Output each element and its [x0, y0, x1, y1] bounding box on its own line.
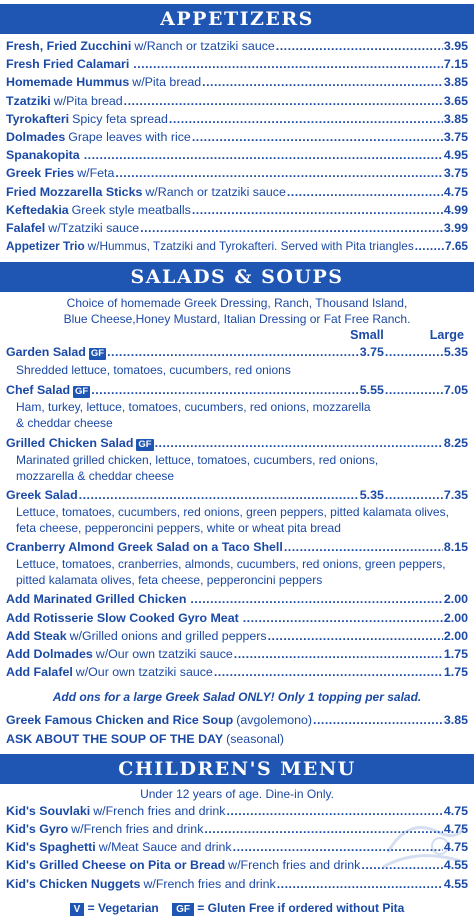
- leader-dots: [284, 538, 443, 556]
- item-name: Greek Famous Chicken and Rice Soup: [6, 713, 234, 728]
- item-price: 4.55: [443, 858, 468, 873]
- item-name: Tyrokafteri: [6, 111, 70, 126]
- leader-dots: [192, 128, 443, 146]
- size-headers: [6, 327, 468, 343]
- menu-page: [0, 4, 474, 915]
- addon-item: [6, 590, 468, 608]
- item-name: Add Dolmades: [6, 647, 93, 662]
- size-small-label: Small: [350, 328, 384, 343]
- leader-dots: [79, 486, 359, 504]
- item-desc: Marinated grilled chicken, lettuce, tomatoes, cucumbers, red onions,: [16, 453, 379, 468]
- item-price: 4.75: [443, 822, 468, 837]
- item-desc: Lettuce, tomatoes, cucumbers, red onions, green peppers, pitted kalamata olives,: [16, 505, 449, 520]
- item-desc: w/Pita bread: [132, 75, 202, 90]
- item-price: 3.95: [443, 39, 468, 53]
- gluten-free-badge: GF: [138, 438, 152, 450]
- item-price: 4.95: [443, 148, 468, 163]
- leader-dots: [190, 590, 442, 608]
- item-name: Kid's Grilled Cheese on Pita or Bread: [6, 858, 226, 873]
- item-desc: w/Ranch or tzatziki sauce: [134, 39, 275, 53]
- item-price: 3.75: [443, 130, 468, 145]
- addons-note: Add ons for a large Greek Salad ONLY! Only 1 topping per salad.: [52, 690, 422, 705]
- item-price: 3.75: [443, 166, 468, 181]
- item-desc: w/Meat Sauce and drink: [98, 840, 232, 855]
- item-desc: (avgolemono): [236, 713, 312, 728]
- item-name: Greek Salad: [6, 488, 78, 503]
- item-name: Add Marinated Grilled Chicken: [6, 592, 187, 607]
- childrens-header: CHILDREN'S MENU: [0, 754, 474, 784]
- item-name: Fresh, Fried Zucchini: [6, 39, 132, 53]
- leader-dots: [287, 183, 443, 201]
- item-name: Fried Mozzarella Sticks: [6, 184, 143, 199]
- item-desc: Greek style meatballs: [71, 202, 191, 217]
- item-name: Greek Fries: [6, 166, 75, 181]
- leader-dots: [107, 343, 359, 361]
- gluten-free-badge: GF: [90, 348, 105, 360]
- leader-dots: [385, 486, 443, 504]
- item-price: 3.85: [443, 713, 468, 728]
- leader-dots: [268, 627, 443, 645]
- gluten-free-legend-text: = Gluten Free if ordered without Pita: [197, 900, 405, 915]
- addon-item: [6, 609, 468, 627]
- menu-item: [6, 486, 468, 504]
- item-price: 7.15: [443, 57, 468, 72]
- menu-item: [6, 183, 468, 201]
- leader-dots: [277, 875, 443, 893]
- item-desc: Grape leaves with rice: [68, 130, 191, 145]
- leader-dots: [140, 219, 443, 237]
- item-price: 4.75: [443, 803, 468, 818]
- menu-item: [6, 146, 468, 164]
- leader-dots: [385, 343, 443, 361]
- item-price: 2.00: [443, 592, 468, 607]
- item-desc: & cheddar cheese: [16, 415, 113, 430]
- item-price: 3.99: [443, 221, 468, 236]
- appetizers-header: APPETIZERS: [0, 4, 474, 34]
- item-name: Tzatziki: [6, 93, 51, 108]
- item-desc: w/Pita bread: [53, 93, 123, 108]
- dressing-note: Choice of homemade Greek Dressing, Ranch, Thousand Island,: [66, 296, 408, 311]
- item-desc: w/Our own tzatziki sauce: [95, 647, 233, 662]
- item-name: Chef Salad: [6, 382, 71, 397]
- leader-dots: [202, 73, 443, 91]
- appetizers-list: [0, 34, 474, 255]
- menu-item: [6, 434, 468, 452]
- item-desc: w/Hummus, Tzatziki and Tyrokafteri. Served with Pita triangles: [87, 239, 414, 254]
- leader-dots: [115, 164, 442, 182]
- item-name: Kid's Gyro: [6, 822, 69, 837]
- salads-section: [0, 292, 474, 747]
- menu-item: [6, 128, 468, 146]
- menu-item: [6, 92, 468, 110]
- watermark-logo-icon: [378, 812, 470, 874]
- item-name: Add Steak: [6, 628, 67, 643]
- childrens-note: Under 12 years of age. Dine-in Only.: [140, 786, 334, 801]
- gluten-free-badge: GF: [75, 385, 89, 397]
- item-price-large: 7.05: [443, 382, 468, 397]
- vegetarian-badge: V: [70, 903, 85, 916]
- menu-item: [6, 381, 468, 399]
- menu-item: [6, 201, 468, 219]
- leader-dots: [234, 645, 443, 663]
- item-desc: Shredded lettuce, tomatoes, cucumbers, red onions: [16, 362, 291, 377]
- item-name: Spanakopita: [6, 148, 80, 163]
- item-price: 8.15: [443, 540, 468, 555]
- item-price: 4.75: [443, 840, 468, 855]
- leader-dots: [155, 434, 443, 452]
- item-price: 4.55: [443, 876, 468, 891]
- item-price: 8.25: [443, 435, 468, 450]
- item-name: Add Rotisserie Slow Cooked Gyro Meat: [6, 610, 239, 625]
- menu-item: [6, 55, 468, 73]
- item-name: Appetizer Trio: [6, 239, 85, 254]
- item-price: 4.75: [443, 184, 468, 199]
- addon-item: [6, 627, 468, 645]
- item-price-small: 5.35: [359, 488, 384, 503]
- menu-item: [6, 343, 468, 361]
- item-price-small: 3.75: [359, 345, 384, 360]
- gluten-free-badge: GF: [172, 903, 194, 916]
- item-desc: Ham, turkey, lettuce, tomatoes, cucumbers, red onions, mozzarella: [16, 399, 371, 414]
- item-desc: w/Grilled onions and grilled peppers: [69, 628, 267, 643]
- menu-item: [6, 237, 468, 255]
- item-desc: feta cheese, pepperoncini peppers, white or wheat pita bread: [16, 521, 341, 536]
- leader-dots: [169, 110, 443, 128]
- salads-header: SALADS & SOUPS: [0, 262, 474, 292]
- item-desc: w/Tzatziki sauce: [48, 221, 140, 236]
- item-price: 7.65: [445, 239, 468, 254]
- item-name: Kid's Spaghetti: [6, 840, 96, 855]
- dressing-note: Blue Cheese,Honey Mustard, Italian Dressing or Fat Free Ranch.: [63, 312, 411, 327]
- item-price-large: 5.35: [443, 345, 468, 360]
- item-name: Garden Salad: [6, 345, 86, 360]
- item-desc: (seasonal): [226, 731, 284, 746]
- item-name: Kid's Souvlaki: [6, 803, 91, 818]
- menu-item: [6, 73, 468, 91]
- leader-dots: [385, 381, 443, 399]
- item-name: Keftedakia: [6, 202, 69, 217]
- item-price: 2.00: [443, 628, 468, 643]
- item-desc: Spicy feta spread: [72, 111, 168, 126]
- vegetarian-legend-text: = Vegetarian: [87, 900, 159, 915]
- leader-dots: [84, 146, 443, 164]
- leader-dots: [133, 55, 443, 73]
- menu-item: [6, 37, 468, 55]
- menu-item: [6, 164, 468, 182]
- leader-dots: [192, 201, 443, 219]
- item-desc: w/French fries and drink: [93, 803, 226, 818]
- leader-dots: [276, 37, 443, 55]
- soup-of-day: [6, 730, 468, 748]
- item-desc: w/Feta: [77, 166, 115, 181]
- item-desc: w/French fries and drink: [228, 858, 361, 873]
- item-price: 2.00: [443, 610, 468, 625]
- leader-dots: [91, 381, 359, 399]
- item-desc: Lettuce, tomatoes, cranberries, almonds, cucumbers, red onions, green peppers,: [16, 557, 446, 572]
- leader-dots: [214, 663, 443, 681]
- addon-item: [6, 663, 468, 681]
- menu-item: [6, 538, 468, 556]
- item-name: Falafel: [6, 221, 46, 236]
- item-name: Dolmades: [6, 130, 66, 145]
- item-price: 3.85: [443, 111, 468, 126]
- legend: [6, 899, 468, 917]
- leader-dots: [313, 711, 443, 729]
- item-name: Kid's Chicken Nuggets: [6, 876, 141, 891]
- menu-item: [6, 875, 468, 893]
- item-price: 3.65: [443, 93, 468, 108]
- item-name: Grilled Chicken Salad: [6, 435, 134, 450]
- item-price: 4.99: [443, 202, 468, 217]
- soup-item: [6, 711, 468, 729]
- menu-item: [6, 110, 468, 128]
- item-price: 3.85: [443, 75, 468, 90]
- item-desc: w/French fries and drink: [71, 822, 204, 837]
- item-price-small: 5.55: [359, 382, 384, 397]
- item-name: Fresh Fried Calamari: [6, 57, 130, 72]
- leader-dots: [124, 92, 443, 110]
- item-desc: w/French fries and drink: [143, 876, 276, 891]
- item-desc: w/Our own tzatziki sauce: [75, 665, 213, 680]
- item-desc: pitted kalamata olives, feta cheese, pepperoncini peppers: [16, 573, 323, 588]
- size-large-label: Large: [429, 328, 464, 343]
- item-name: Cranberry Almond Greek Salad on a Taco Shell: [6, 540, 283, 555]
- item-price: 1.75: [443, 647, 468, 662]
- leader-dots: [243, 609, 443, 627]
- item-price: 1.75: [443, 665, 468, 680]
- item-name: Homemade Hummus: [6, 75, 130, 90]
- menu-item: [6, 219, 468, 237]
- leader-dots: [415, 237, 444, 255]
- item-desc: mozzarella & cheddar cheese: [16, 469, 175, 484]
- item-name: Add Falafel: [6, 665, 73, 680]
- item-price-large: 7.35: [443, 488, 468, 503]
- item-name: ASK ABOUT THE SOUP OF THE DAY: [6, 731, 224, 746]
- item-desc: w/Ranch or tzatziki sauce: [145, 184, 286, 199]
- addon-item: [6, 645, 468, 663]
